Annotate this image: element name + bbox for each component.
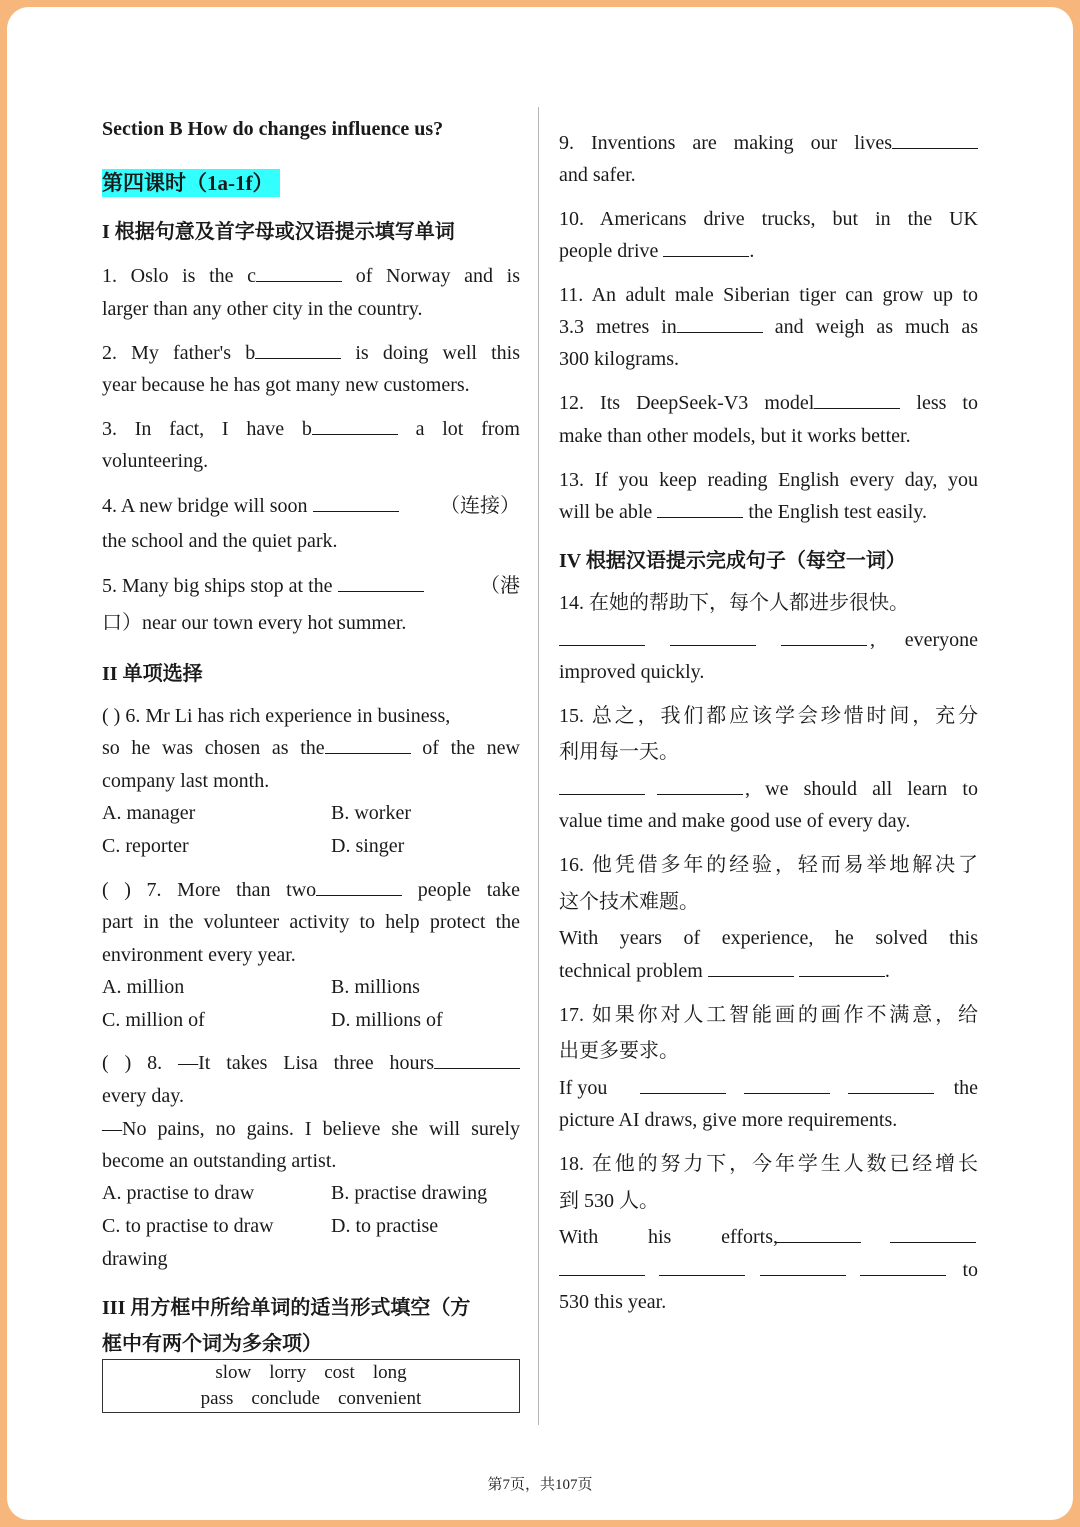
option-c[interactable]: C. reporter bbox=[102, 835, 189, 857]
option-a[interactable]: A. manager bbox=[102, 802, 196, 824]
answer-blank[interactable] bbox=[659, 1258, 745, 1276]
question-14-line3: improved quickly. bbox=[559, 661, 705, 683]
word: slow bbox=[215, 1362, 252, 1383]
question-5-line2: 口）near our town every hot summer. bbox=[102, 612, 407, 634]
question-13-line2: will be able the English test easily. bbox=[559, 501, 927, 523]
column-divider bbox=[538, 107, 539, 1425]
question-17-chinese-line2: 出更多要求。 bbox=[559, 1040, 679, 1062]
answer-blank[interactable] bbox=[744, 1076, 830, 1094]
question-11-line3: 300 kilograms. bbox=[559, 348, 679, 370]
answer-blank[interactable] bbox=[434, 1051, 520, 1069]
question-8-line3: —No pains, no gains. I believe she will surely bbox=[102, 1118, 520, 1140]
question-10-line1: 10. Americans drive trucks, but in the UK bbox=[559, 208, 978, 230]
answer-blank[interactable] bbox=[892, 131, 978, 149]
answer-blank[interactable] bbox=[760, 1258, 846, 1276]
option-a[interactable]: A. million bbox=[102, 976, 185, 998]
question-12-line1: 12. Its DeepSeek-V3 model less to bbox=[559, 392, 978, 414]
option-b[interactable]: B. millions bbox=[331, 976, 420, 998]
part2-heading: II 单项选择 bbox=[102, 663, 203, 685]
option-c[interactable]: C. to practise to draw bbox=[102, 1215, 274, 1237]
question-17-line4: picture AI draws, give more requirements. bbox=[559, 1109, 898, 1131]
word: long bbox=[372, 1362, 407, 1383]
answer-blank[interactable] bbox=[640, 1076, 726, 1094]
question-8-line4: become an outstanding artist. bbox=[102, 1150, 337, 1172]
question-9-line1: 9. Inventions are making our lives bbox=[559, 131, 978, 155]
answer-blank[interactable] bbox=[559, 1258, 645, 1276]
answer-blank[interactable] bbox=[890, 1225, 976, 1243]
word-box bbox=[102, 1359, 520, 1413]
answer-blank[interactable] bbox=[860, 1258, 946, 1276]
word: conclude bbox=[251, 1388, 320, 1409]
question-3-line2: volunteering. bbox=[102, 450, 209, 472]
question-11-line1: 11. An adult male Siberian tiger can grow up to bbox=[559, 284, 978, 306]
question-7-line1: ( ) 7. More than two people take bbox=[102, 879, 521, 901]
part1-heading: I 根据句意及首字母或汉语提示填写单词 bbox=[102, 221, 455, 243]
question-2-line2: year because he has got many new customers. bbox=[102, 374, 470, 396]
section-title: Section B How do changes influence us? bbox=[102, 118, 444, 140]
answer-blank[interactable] bbox=[325, 736, 411, 754]
question-16-chinese-line2: 这个技术难题。 bbox=[559, 891, 699, 913]
answer-blank[interactable] bbox=[657, 500, 743, 518]
answer-blank[interactable] bbox=[559, 628, 645, 646]
answer-blank[interactable] bbox=[316, 878, 402, 896]
question-8-line1: ( ) 8. —It takes Lisa three hours bbox=[102, 1051, 520, 1075]
question-16-chinese-line1: 16. 他凭借多年的经验，轻而易举地解决了 bbox=[559, 854, 978, 876]
answer-blank[interactable] bbox=[663, 239, 749, 257]
answer-blank[interactable] bbox=[338, 574, 424, 592]
option-a[interactable]: A. practise to draw bbox=[102, 1182, 255, 1204]
answer-blank[interactable] bbox=[781, 628, 867, 646]
question-4-line1: 4. A new bridge will soon （连接） bbox=[102, 495, 520, 517]
option-b[interactable]: B. practise drawing bbox=[331, 1182, 488, 1204]
question-6-line1: ( ) 6. Mr Li has rich experience in business, bbox=[102, 705, 451, 727]
question-11-line2: 3.3 metres in and weigh as much as bbox=[559, 316, 978, 338]
option-d[interactable]: D. singer bbox=[331, 835, 405, 857]
question-15-chinese-line1: 15. 总之，我们都应该学会珍惜时间，充分 bbox=[559, 705, 978, 727]
question-9-line2: and safer. bbox=[559, 164, 636, 186]
question-8-line2: every day. bbox=[102, 1085, 184, 1107]
question-15-line4: value time and make good use of every day. bbox=[559, 810, 911, 832]
answer-blank[interactable] bbox=[799, 959, 885, 977]
question-1-line1: 1. Oslo is the c of Norway and is bbox=[102, 265, 520, 287]
word: lorry bbox=[269, 1362, 307, 1383]
question-4-line2: the school and the quiet park. bbox=[102, 530, 338, 552]
answer-blank[interactable] bbox=[312, 417, 398, 435]
question-18-chinese-line2: 到 530 人。 bbox=[559, 1190, 659, 1212]
question-18-chinese-line1: 18. 在他的努力下，今年学生人数已经增长 bbox=[559, 1153, 978, 1175]
part3-heading-line2: 框中有两个词为多余项） bbox=[102, 1333, 322, 1355]
question-17-chinese-line1: 17. 如果你对人工智能画的画作不满意，给 bbox=[559, 1004, 978, 1026]
page-footer: 第7页，共107页 bbox=[487, 1477, 593, 1493]
answer-blank[interactable] bbox=[708, 959, 794, 977]
question-5-line1: 5. Many big ships stop at the （港 bbox=[102, 575, 520, 597]
part3-heading-line1: III 用方框中所给单词的适当形式填空（方 bbox=[102, 1297, 471, 1319]
question-10-line2: people drive . bbox=[559, 240, 755, 262]
option-b[interactable]: B. worker bbox=[331, 802, 411, 824]
option-d[interactable]: D. to practise bbox=[331, 1215, 439, 1237]
question-7-line3: environment every year. bbox=[102, 944, 296, 966]
option-c[interactable]: C. million of bbox=[102, 1009, 205, 1031]
answer-blank[interactable] bbox=[848, 1076, 934, 1094]
answer-blank[interactable] bbox=[775, 1225, 861, 1243]
answer-blank[interactable] bbox=[814, 391, 900, 409]
question-13-line1: 13. If you keep reading English every day, you bbox=[559, 469, 978, 491]
question-16-line3: With years of experience, he solved this bbox=[559, 927, 978, 949]
word-row-2 bbox=[103, 1386, 519, 1412]
question-3-line1: 3. In fact, I have b a lot from bbox=[102, 418, 520, 440]
question-18-line5: 530 this year. bbox=[559, 1291, 667, 1313]
word: pass bbox=[200, 1388, 234, 1409]
question-1-line2: larger than any other city in the country. bbox=[102, 298, 423, 320]
answer-blank[interactable] bbox=[657, 777, 743, 795]
answer-blank[interactable] bbox=[559, 777, 645, 795]
answer-blank[interactable] bbox=[313, 494, 399, 512]
lesson-title: 第四课时（1a-1f） bbox=[102, 169, 280, 197]
question-6-line3: company last month. bbox=[102, 770, 270, 792]
word: cost bbox=[324, 1362, 355, 1383]
question-2-line1: 2. My father's b is doing well this bbox=[102, 342, 520, 364]
question-16-line4: technical problem . bbox=[559, 960, 890, 982]
question-12-line2: make than other models, but it works better. bbox=[559, 425, 911, 447]
answer-blank[interactable] bbox=[255, 341, 341, 359]
answer-blank[interactable] bbox=[670, 628, 756, 646]
question-14-chinese: 14. 在她的帮助下，每个人都进步很快。 bbox=[559, 592, 909, 614]
word: convenient bbox=[337, 1388, 422, 1409]
question-6-line2: so he was chosen as the of the new bbox=[102, 737, 520, 759]
option-d[interactable]: D. millions of bbox=[331, 1009, 443, 1031]
part4-heading: IV 根据汉语提示完成句子（每空一词） bbox=[559, 550, 906, 572]
answer-blank[interactable] bbox=[256, 264, 342, 282]
question-7-line2: part in the volunteer activity to help protect the bbox=[102, 911, 520, 933]
document-page: Section B How do changes influence us? 第四课时（1a-1f） I 根据句意及首字母或汉语提示填写单词 1. Oslo is the c of Norway and is larger than any other city in the country. 2. My father's b is doing well this year because he has got many new customers. 3. In fact, I have b a lot from volunteering. 4. A new bridge will soon （连接） the school and the quiet park. 5. Many big ships stop at the （港 口）near our town every hot summer. II 单项选择 ( ) 6. Mr Li has rich experience in business, so he was chosen as the of the new company last month. A. manager B. worker C. reporter D. singer ( ) 7. More than two people take part in the volunteer activity to help protect the environment every year. A. million B. millions C. million of D. millions of ( ) 8. —It takes Lisa three hours every day. —No pains, no gains. I believe she will surely become an outstanding artist. A. practise to draw B. practise drawing C. to practise to draw D. to practise drawing III 用方框中所给单词的适当形式填空（方 框中有两个词为多余项） slow lorry cost long pass conclude convenient 9. Inventions are making our lives and safer. 10. Americans drive trucks, but in the UK people drive . 11. An adult male Siberian tiger can grow up to 3.3 metres in and weigh as much as 300 kilograms. 12. Its DeepSeek-V3 model less to make than other models, but it works better. 13. If you keep reading English every day, you will be able the English test easily. IV 根据汉语提示完成句子（每空一词） 14. 在她的帮助下，每个人都进步很快。 , everyone improved quickly. 15. 总之，我们都应该学会珍惜时间，充分 利用每一天。 , we should all learn to value time and make good use of every day. 16. 他凭借多年的经验，轻而易举地解决了 这个技术难题。 With years of experience, he solved this technical problem . 17. 如果你对人工智能画的画作不满意，给 出更多要求。 If you the picture AI draws, give more requirements. 18. 在他的努力下，今年学生人数已经增长 到 530 人。 With his efforts, to 530 this year. 第7页，共107页 bbox=[7, 7, 1073, 1520]
word-row-1 bbox=[103, 1360, 519, 1386]
option-d-continued: drawing bbox=[102, 1248, 168, 1270]
answer-blank[interactable] bbox=[677, 315, 763, 333]
question-15-chinese-line2: 利用每一天。 bbox=[559, 741, 679, 763]
